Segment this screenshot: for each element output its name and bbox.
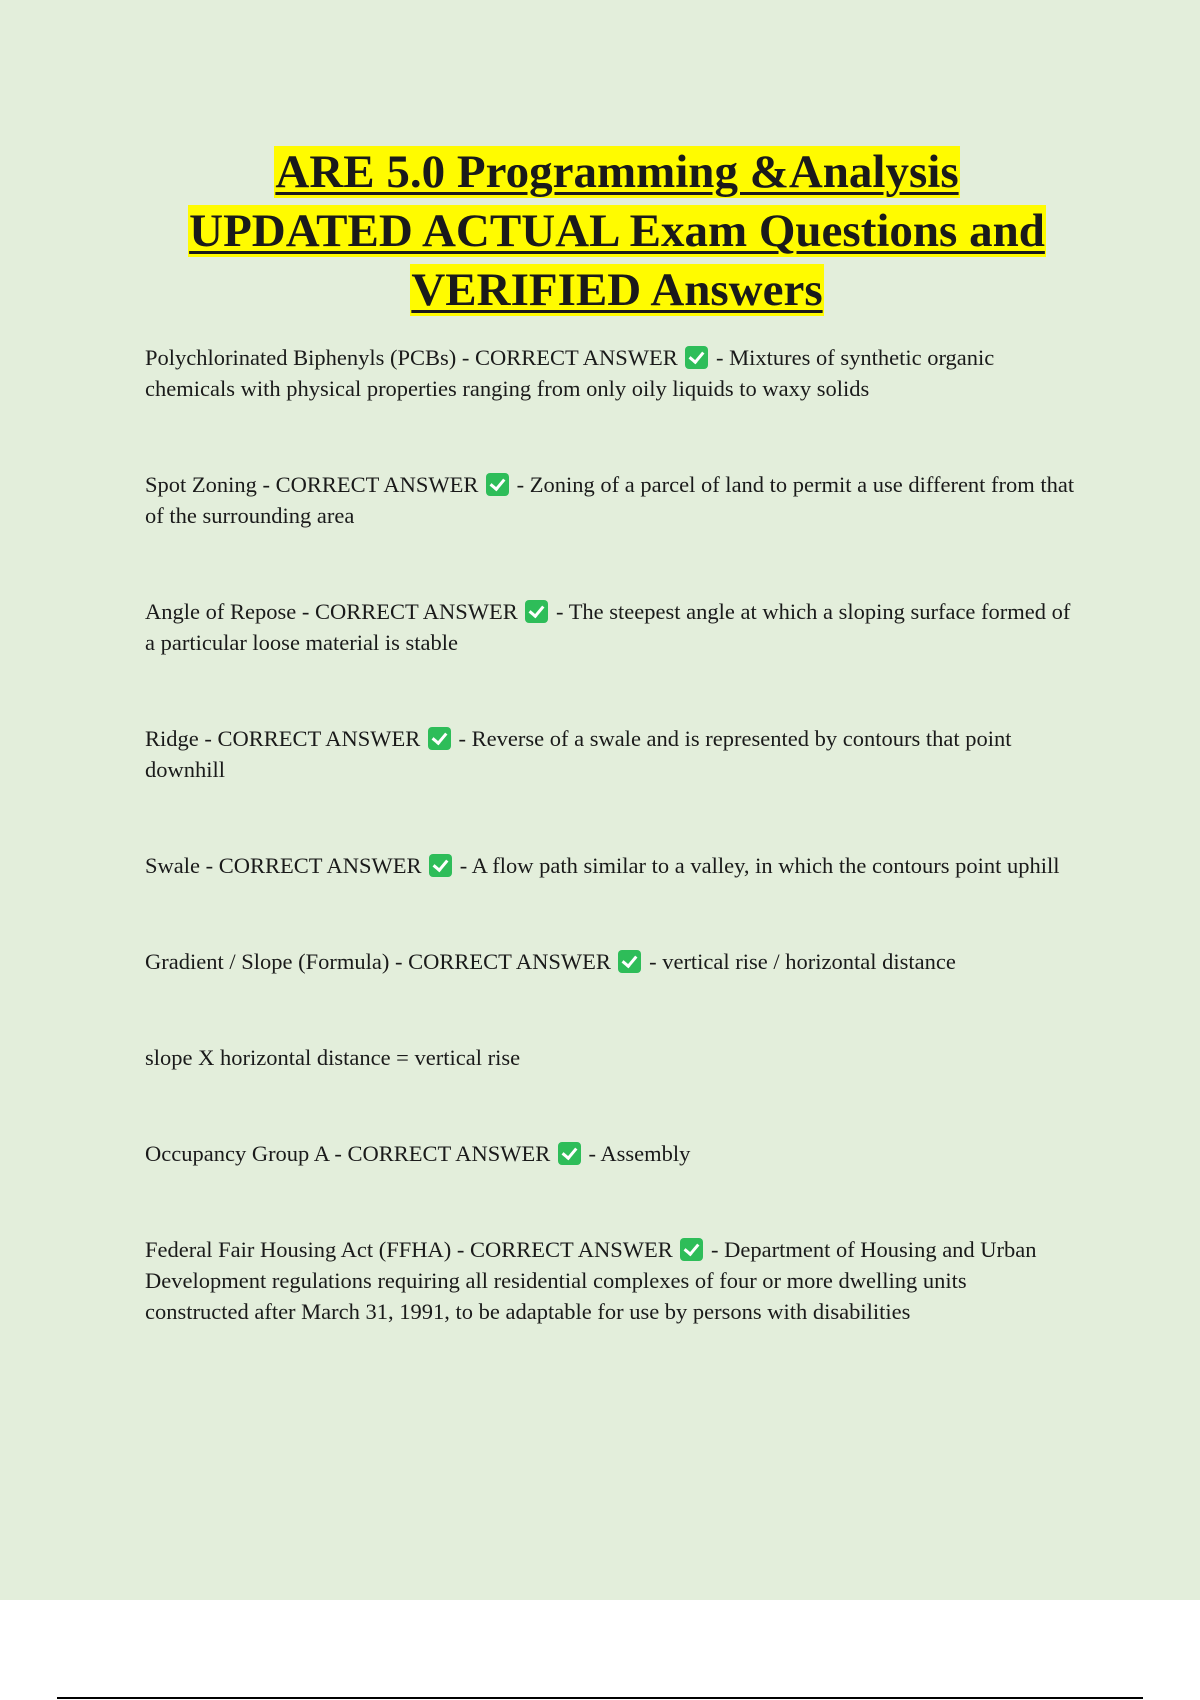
check-icon [428,727,451,750]
entry-term: Polychlorinated Biphenyls (PCBs) [145,345,457,370]
entry-definition: Zoning of a parcel of land to permit a use different from that of the surrounding area [145,472,1075,528]
check-icon [680,1238,703,1261]
qa-entry-ridge: Ridge - CORRECT ANSWER - Reverse of a swale and is represented by contours that point downhill [145,726,1012,782]
correct-answer-label: CORRECT ANSWER [275,472,479,497]
correct-answer-label: CORRECT ANSWER [408,949,611,974]
entry-term: Federal Fair Housing Act (FFHA) [145,1237,452,1262]
title-line-2: UPDATED ACTUAL Exam Questions and [189,205,1045,257]
qa-entry-ffha: Federal Fair Housing Act (FFHA) - CORRECT ANSWER - Department of Housing and Urban Development regulations requiring all residential complexes of four or more dwelling units constructed after March 31, 1991, to be adaptable for use by persons with disabilities [145,1237,1037,1324]
correct-answer-label: CORRECT ANSWER [469,1237,673,1262]
qa-entry-angle-of-repose: Angle of Repose - CORRECT ANSWER - The steepest angle at which a sloping surface formed of a particular loose material is stable [145,599,1071,655]
entry-term: Spot Zoning [145,472,257,497]
entry-term: Occupancy Group A [145,1141,329,1166]
check-icon [685,346,708,369]
qa-entry-swale: Swale - CORRECT ANSWER - A flow path similar to a valley, in which the contours point uphill [145,853,1060,878]
correct-answer-label: CORRECT ANSWER [218,853,422,878]
correct-answer-label: CORRECT ANSWER [475,345,678,370]
entry-definition: Mixtures of synthetic organic chemicals with physical properties ranging from only oily liquids to waxy solids [145,345,995,401]
slope-formula-note [145,1042,1075,1073]
entry-definition: vertical rise / horizontal distance [662,949,956,974]
correct-answer-label: CORRECT ANSWER [347,1141,551,1166]
entry-definition: A flow path similar to a valley, in which the contours point uphill [471,853,1060,878]
check-icon [558,1142,581,1165]
entry-definition: Department of Housing and Urban Development regulations requiring all residential complexes of four or more dwelling units constructed after March 31, 1991, to be adaptable for use by persons with disabilities [145,1237,1037,1324]
check-icon [486,473,509,496]
entry-term: Gradient / Slope (Formula) [145,949,390,974]
check-icon [429,854,452,877]
document-title [60,143,1174,320]
qa-list [145,342,1075,1327]
entry-definition: Reverse of a swale and is represented by contours that point downhill [145,726,1012,782]
check-icon [618,950,641,973]
qa-entry-spot-zoning: Spot Zoning - CORRECT ANSWER - Zoning of a parcel of land to permit a use different from that of the surrounding area [145,472,1075,528]
footer-divider [57,1697,1143,1699]
entry-definition: Assembly [600,1141,691,1166]
qa-entry-pcbs: Polychlorinated Biphenyls (PCBs) - CORRECT ANSWER - Mixtures of synthetic organic chemicals with physical properties ranging from only oily liquids to waxy solids [145,345,995,401]
entry-term: Angle of Repose [145,599,297,624]
correct-answer-label: CORRECT ANSWER [217,726,421,751]
entry-definition: The steepest angle at which a sloping surface formed of a particular loose material is stable [145,599,1071,655]
correct-answer-label: CORRECT ANSWER [314,599,518,624]
qa-entry-occupancy-group-a: Occupancy Group A - CORRECT ANSWER - Assembly [145,1141,691,1166]
check-icon [525,600,548,623]
title-line-3: VERIFIED Answers [411,264,823,316]
entry-term: Ridge [145,726,199,751]
entry-term: Swale [145,853,200,878]
qa-entry-gradient-slope: Gradient / Slope (Formula) - CORRECT ANSWER - vertical rise / horizontal distance [145,949,956,974]
title-line-1: ARE 5.0 Programming &Analysis [275,146,959,198]
entry-text: slope X horizontal distance = vertical rise [145,1045,521,1070]
